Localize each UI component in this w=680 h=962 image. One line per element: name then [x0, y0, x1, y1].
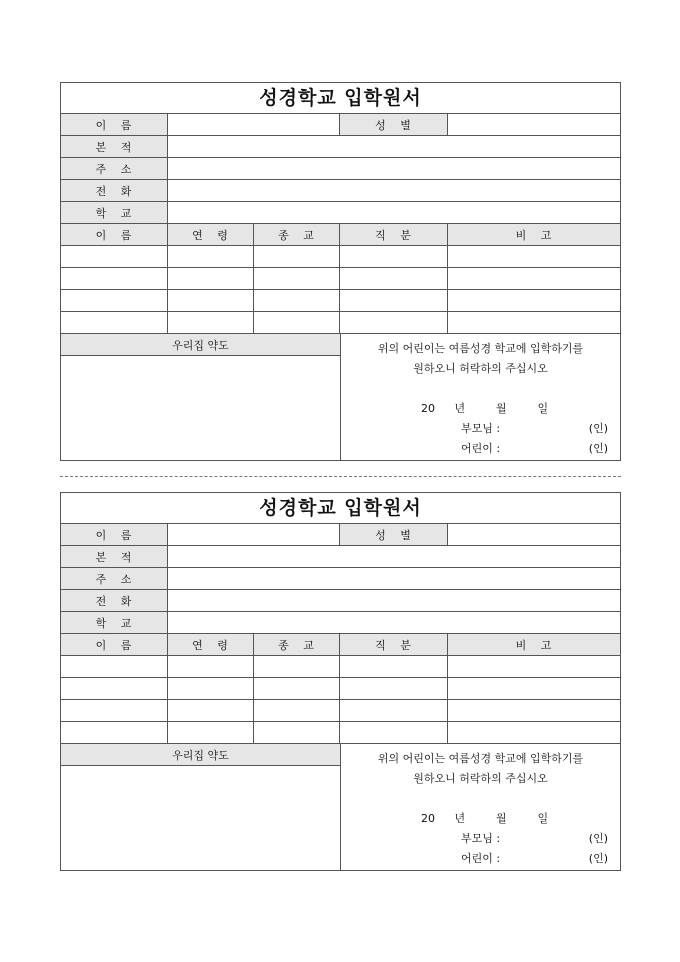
date-year-unit: 년 — [454, 812, 466, 825]
parent-seal: (인) — [588, 422, 608, 435]
family-religion-header: 종 교 — [254, 224, 340, 245]
map-section — [61, 744, 341, 870]
date-day-unit: 일 — [537, 402, 549, 415]
request-section — [341, 744, 620, 870]
family-name-header: 이 름 — [61, 634, 168, 655]
family-age-cell[interactable] — [168, 656, 254, 677]
date-year-unit: 년 — [454, 402, 466, 415]
application-form-1 — [60, 82, 621, 461]
form-title: 성경학교 입학원서 — [61, 493, 620, 524]
name-row — [61, 524, 620, 546]
family-name-cell[interactable] — [61, 678, 168, 699]
hometown-label: 본 적 — [61, 546, 168, 567]
family-religion-cell[interactable] — [254, 656, 340, 677]
request-section — [341, 334, 620, 460]
family-religion-cell[interactable] — [254, 312, 340, 333]
family-age-header: 연 령 — [168, 224, 254, 245]
map-area[interactable] — [61, 356, 340, 459]
family-header-row — [61, 224, 620, 246]
family-name-cell[interactable] — [61, 722, 168, 743]
date-month-unit: 월 — [496, 402, 507, 415]
family-age-cell[interactable] — [168, 268, 254, 289]
parent-seal: (인) — [588, 832, 608, 845]
family-note-header: 비 고 — [448, 224, 620, 245]
family-row — [61, 312, 620, 334]
family-row — [61, 678, 620, 700]
date-line — [421, 400, 548, 416]
family-name-cell[interactable] — [61, 246, 168, 267]
family-age-cell[interactable] — [168, 700, 254, 721]
parent-label: 부모님 : — [461, 832, 501, 845]
hometown-row — [61, 136, 620, 158]
family-religion-cell[interactable] — [254, 246, 340, 267]
request-line-1: 위의 어린이는 여름성경 학교에 입학하기를 — [377, 342, 584, 355]
family-note-header: 비 고 — [448, 634, 620, 655]
family-name-cell[interactable] — [61, 268, 168, 289]
address-field[interactable] — [168, 568, 620, 589]
family-age-cell[interactable] — [168, 312, 254, 333]
family-religion-cell[interactable] — [254, 722, 340, 743]
family-position-cell[interactable] — [340, 290, 448, 311]
family-row — [61, 290, 620, 312]
family-religion-cell[interactable] — [254, 290, 340, 311]
name-field[interactable] — [168, 114, 340, 135]
family-note-cell[interactable] — [448, 722, 620, 743]
name-label: 이 름 — [61, 524, 168, 545]
family-position-cell[interactable] — [340, 312, 448, 333]
date-year: 20 — [421, 402, 435, 415]
request-line-1: 위의 어린이는 여름성경 학교에 입학하기를 — [377, 752, 584, 765]
phone-label: 전 화 — [61, 180, 168, 201]
family-name-cell[interactable] — [61, 656, 168, 677]
family-note-cell[interactable] — [448, 312, 620, 333]
hometown-field[interactable] — [168, 136, 620, 157]
address-label: 주 소 — [61, 568, 168, 589]
phone-label: 전 화 — [61, 590, 168, 611]
child-label: 어린이 : — [461, 442, 501, 455]
hometown-row — [61, 546, 620, 568]
school-field[interactable] — [168, 202, 620, 223]
parent-signature — [461, 830, 608, 846]
address-row — [61, 158, 620, 180]
family-note-cell[interactable] — [448, 700, 620, 721]
family-age-cell[interactable] — [168, 290, 254, 311]
phone-field[interactable] — [168, 180, 620, 201]
child-seal: (인) — [588, 442, 608, 455]
phone-row — [61, 590, 620, 612]
family-note-cell[interactable] — [448, 678, 620, 699]
map-area[interactable] — [61, 766, 340, 869]
request-line-2: 원하오니 허락하의 주십시오 — [413, 362, 548, 375]
family-position-cell[interactable] — [340, 268, 448, 289]
family-header-row — [61, 634, 620, 656]
family-religion-cell[interactable] — [254, 678, 340, 699]
family-position-cell[interactable] — [340, 246, 448, 267]
family-position-cell[interactable] — [340, 656, 448, 677]
family-age-cell[interactable] — [168, 246, 254, 267]
family-religion-header: 종 교 — [254, 634, 340, 655]
school-row — [61, 202, 620, 224]
family-row — [61, 246, 620, 268]
family-position-cell[interactable] — [340, 700, 448, 721]
parent-label: 부모님 : — [461, 422, 501, 435]
name-field[interactable] — [168, 524, 340, 545]
date-line — [421, 810, 548, 826]
gender-field[interactable] — [448, 114, 620, 135]
family-name-header: 이 름 — [61, 224, 168, 245]
family-religion-cell[interactable] — [254, 700, 340, 721]
family-name-cell[interactable] — [61, 700, 168, 721]
child-signature — [461, 440, 608, 456]
family-name-cell[interactable] — [61, 312, 168, 333]
date-day-unit: 일 — [537, 812, 549, 825]
name-label: 이 름 — [61, 114, 168, 135]
map-header: 우리집 약도 — [61, 334, 340, 356]
family-row — [61, 722, 620, 744]
family-note-cell[interactable] — [448, 290, 620, 311]
bottom-section — [61, 334, 620, 460]
hometown-label: 본 적 — [61, 136, 168, 157]
gender-label: 성 별 — [340, 114, 448, 135]
child-label: 어린이 : — [461, 852, 501, 865]
date-year: 20 — [421, 812, 435, 825]
child-seal: (인) — [588, 852, 608, 865]
family-row — [61, 700, 620, 722]
family-note-cell[interactable] — [448, 268, 620, 289]
school-label: 학 교 — [61, 612, 168, 633]
address-row — [61, 568, 620, 590]
phone-field[interactable] — [168, 590, 620, 611]
request-line-2: 원하오니 허락하의 주십시오 — [413, 772, 548, 785]
family-age-cell[interactable] — [168, 722, 254, 743]
family-row — [61, 268, 620, 290]
map-section — [61, 334, 341, 460]
name-row — [61, 114, 620, 136]
application-form-2 — [60, 492, 621, 871]
family-position-cell[interactable] — [340, 678, 448, 699]
school-row — [61, 612, 620, 634]
hometown-field[interactable] — [168, 546, 620, 567]
bottom-section — [61, 744, 620, 870]
cut-line — [60, 476, 621, 477]
phone-row — [61, 180, 620, 202]
family-position-header: 직 분 — [340, 224, 448, 245]
family-religion-cell[interactable] — [254, 268, 340, 289]
date-month-unit: 월 — [496, 812, 507, 825]
gender-label: 성 별 — [340, 524, 448, 545]
family-position-header: 직 분 — [340, 634, 448, 655]
child-signature — [461, 850, 608, 866]
parent-signature — [461, 420, 608, 436]
school-label: 학 교 — [61, 202, 168, 223]
family-note-cell[interactable] — [448, 246, 620, 267]
family-position-cell[interactable] — [340, 722, 448, 743]
family-name-cell[interactable] — [61, 290, 168, 311]
address-field[interactable] — [168, 158, 620, 179]
family-age-header: 연 령 — [168, 634, 254, 655]
map-header: 우리집 약도 — [61, 744, 340, 766]
family-note-cell[interactable] — [448, 656, 620, 677]
family-age-cell[interactable] — [168, 678, 254, 699]
family-row — [61, 656, 620, 678]
form-title: 성경학교 입학원서 — [61, 83, 620, 114]
gender-field[interactable] — [448, 524, 620, 545]
address-label: 주 소 — [61, 158, 168, 179]
school-field[interactable] — [168, 612, 620, 633]
